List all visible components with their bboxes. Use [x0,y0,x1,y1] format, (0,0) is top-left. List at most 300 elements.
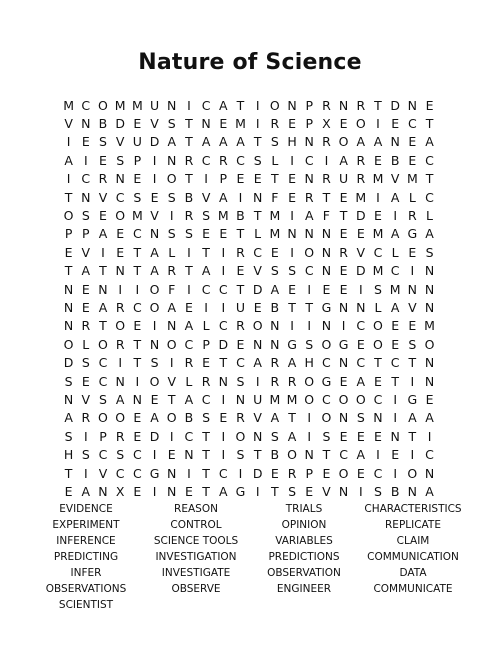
grid-letter: N [167,318,177,334]
grid-letter: N [81,189,91,205]
grid-letter: O [166,336,177,352]
grid-row [60,206,438,224]
grid-letter: R [236,244,245,260]
grid-letter: S [81,208,90,224]
grid-letter: L [82,336,90,352]
grid-letter: D [390,97,400,113]
grid-letter: E [184,299,193,315]
grid-letter: R [236,410,245,426]
grid-letter: E [202,226,211,242]
grid-letter: I [324,152,329,168]
grid-letter: S [99,391,107,407]
grid-letter: D [63,355,74,371]
grid-letter: N [252,336,263,352]
grid-letter: S [81,447,90,463]
grid-letter: B [184,410,194,426]
grid-letter: T [271,483,279,499]
grid-letter: L [254,226,262,242]
grid-letter: M [372,263,384,279]
grid-letter: R [322,171,331,187]
grid-letter: S [116,152,125,168]
grid-letter: C [201,152,211,168]
word-list-item: REASON [174,503,218,515]
grid-letter: O [373,318,383,334]
grid-letter: S [64,428,73,444]
grid-letter: M [269,208,281,224]
grid-letter: A [270,281,280,297]
grid-letter: T [391,373,399,389]
grid-letter: E [133,318,142,334]
grid-letter: N [63,281,74,297]
grid-letter: C [322,355,331,371]
grid-letter: V [150,208,159,224]
grid-letter: C [218,281,228,297]
grid-letter: T [425,171,434,187]
grid-letter: S [81,355,90,371]
grid-letter: T [133,263,142,279]
grid-letter: E [391,336,400,352]
grid-letter: A [219,134,228,150]
word-list-item: COMMUNICATION [367,551,459,563]
grid-letter: L [271,152,279,168]
grid-letter: N [424,263,435,279]
grid-letter: C [236,152,245,168]
grid-letter: V [253,410,262,426]
grid-letter: P [305,465,313,481]
grid-letter: N [304,171,314,187]
grid-letter: I [221,428,226,444]
grid-letter: N [167,152,177,168]
grid-letter: E [339,226,348,242]
grid-letter: I [187,97,191,113]
grid-letter: I [427,428,432,444]
word-list-item: REPLICATE [385,519,441,531]
grid-letter: S [288,483,296,499]
grid-letter: E [133,483,142,499]
grid-letter: N [63,318,74,334]
grid-letter: A [167,299,176,315]
grid-row [60,317,438,335]
grid-row [60,445,438,463]
grid-letter: V [81,244,91,260]
grid-letter: I [169,208,174,224]
grid-letter: C [425,447,434,463]
grid-letter: T [202,447,210,463]
grid-letter: I [118,355,122,371]
grid-letter: S [270,263,279,279]
grid-letter: S [236,447,245,463]
grid-letter: O [149,281,160,297]
grid-letter: N [424,373,435,389]
grid-letter: T [185,171,193,187]
grid-letter: I [66,171,71,187]
grid-letter: O [98,336,108,352]
grid-letter: N [321,318,332,334]
grid-letter: M [424,318,435,334]
grid-letter: N [390,428,400,444]
grid-letter: O [252,318,263,334]
grid-letter: V [253,263,262,279]
grid-letter: S [202,410,211,426]
grid-letter: A [425,410,434,426]
grid-letter: N [321,226,332,242]
word-column [136,501,256,597]
grid-letter: L [408,189,416,205]
grid-letter: T [236,97,245,113]
grid-letter: C [132,465,142,481]
grid-letter: F [271,189,279,205]
grid-letter: C [236,355,245,371]
grid-letter: A [64,410,73,426]
grid-letter: N [407,281,418,297]
grid-letter: E [133,116,142,132]
grid-letter: H [304,355,314,371]
grid-letter: N [321,244,332,260]
grid-letter: G [338,336,349,352]
grid-letter: I [169,428,174,444]
grid-letter: D [115,116,125,132]
grid-row [60,170,438,188]
grid-letter: E [408,318,417,334]
grid-letter: D [355,263,366,279]
grid-letter: E [253,171,262,187]
grid-letter: S [288,263,296,279]
grid-letter: E [150,189,159,205]
grid-letter: V [98,189,108,205]
grid-letter: C [356,355,366,371]
grid-letter: N [252,189,263,205]
grid-letter: T [236,281,245,297]
grid-letter: C [98,373,108,389]
grid-letter: S [253,152,262,168]
grid-letter: E [81,373,90,389]
grid-letter: E [150,391,159,407]
grid-letter: I [204,299,208,315]
grid-letter: F [168,281,176,297]
grid-letter: N [184,447,194,463]
word-list-item: TRIALS [285,503,323,515]
grid-letter: O [166,171,177,187]
grid-letter: A [201,263,211,279]
grid-letter: N [167,483,177,499]
grid-letter: S [150,355,159,371]
grid-letter: T [202,483,210,499]
grid-letter: E [322,465,331,481]
grid-letter: R [201,373,211,389]
grid-letter: S [116,447,125,463]
grid-letter: I [221,263,226,279]
grid-letter: C [322,391,331,407]
grid-letter: I [83,428,88,444]
grid-letter: I [410,373,415,389]
grid-letter: R [356,171,366,187]
grid-letter: O [304,391,315,407]
word-list-item: INVESTIGATE [161,567,231,579]
grid-letter: T [99,318,107,334]
grid-letter: S [322,428,331,444]
grid-letter: I [358,281,363,297]
grid-letter: O [355,116,366,132]
grid-letter: R [270,116,280,132]
grid-letter: E [339,281,348,297]
word-column [26,501,146,613]
grid-letter: N [252,428,263,444]
grid-letter: E [236,263,245,279]
grid-letter: N [424,299,435,315]
grid-letter: N [338,410,349,426]
grid-letter: I [221,299,226,315]
grid-letter: A [356,373,366,389]
grid-letter: A [81,263,91,279]
grid-letter: C [373,391,383,407]
grid-letter: N [201,116,211,132]
grid-row [60,96,438,114]
grid-letter: M [406,171,418,187]
grid-letter: D [252,465,263,481]
grid-letter: N [270,336,280,352]
grid-letter: N [338,355,349,371]
grid-letter: T [99,263,107,279]
grid-letter: I [238,465,243,481]
grid-letter: M [355,189,367,205]
grid-letter: C [218,318,228,334]
grid-letter: E [202,355,211,371]
grid-letter: T [64,465,73,481]
grid-letter: A [236,134,245,150]
grid-letter: C [304,263,314,279]
grid-letter: O [98,97,108,113]
grid-letter: A [219,189,228,205]
word-list-item: INFER [70,567,102,579]
grid-letter: A [408,410,417,426]
grid-letter: O [115,208,126,224]
grid-letter: I [221,391,226,407]
grid-letter: E [288,189,296,205]
grid-letter: V [115,134,125,150]
grid-letter: A [150,263,159,279]
grid-letter: O [338,465,349,481]
grid-letter: M [131,97,143,113]
grid-letter: T [374,97,382,113]
grid-letter: E [81,134,90,150]
grid-letter: R [356,152,366,168]
grid-letter: S [236,373,245,389]
grid-letter: R [287,373,297,389]
grid-letter: N [167,97,177,113]
grid-letter: R [218,152,228,168]
grid-letter: E [288,116,296,132]
grid-letter: R [184,152,194,168]
grid-letter: B [270,447,280,463]
grid-letter: E [270,244,279,260]
grid-letter: T [253,208,262,224]
grid-letter: S [305,336,314,352]
grid-letter: O [304,244,315,260]
grid-letter: C [253,244,263,260]
grid-letter: L [185,373,193,389]
grid-letter: S [270,428,279,444]
grid-letter: E [391,318,400,334]
grid-letter: I [393,465,397,481]
grid-letter: U [235,299,246,315]
grid-letter: A [253,355,262,371]
word-list-item: DATA [399,567,427,579]
grid-letter: T [219,355,228,371]
grid-letter: R [287,465,297,481]
grid-letter: M [131,208,143,224]
grid-letter: A [270,410,280,426]
grid-letter: V [64,116,73,132]
grid-letter: I [376,447,380,463]
grid-letter: U [132,134,142,150]
grid-letter: A [115,391,125,407]
grid-row [60,409,438,427]
word-column [244,501,364,597]
grid-letter: T [288,410,296,426]
grid-letter: M [372,171,384,187]
grid-letter: R [356,97,366,113]
grid-letter: S [356,410,365,426]
grid-letter: R [81,318,91,334]
word-list-item: INFERENCE [56,535,116,547]
grid-letter: O [149,299,160,315]
grid-letter: T [185,263,193,279]
grid-letter: E [236,336,245,352]
grid-letter: P [305,97,313,113]
grid-letter: A [425,483,434,499]
grid-letter: C [425,189,434,205]
grid-letter: C [132,226,142,242]
grid-letter: O [235,428,246,444]
grid-letter: N [287,226,297,242]
grid-letter: C [115,465,125,481]
grid-row [60,262,438,280]
grid-letter: A [390,226,400,242]
grid-letter: T [64,189,73,205]
grid-letter: R [167,263,177,279]
grid-letter: N [338,299,349,315]
word-list-item: VARIABLES [275,535,333,547]
grid-row [60,225,438,243]
grid-letter: N [235,391,246,407]
grid-letter: S [374,281,382,297]
grid-letter: I [83,465,88,481]
grid-letter: I [152,447,157,463]
grid-letter: D [252,281,263,297]
grid-letter: I [307,281,312,297]
grid-letter: R [184,355,194,371]
word-column [353,501,473,597]
word-list-item: EVIDENCE [59,503,113,515]
grid-letter: E [374,152,382,168]
grid-letter: O [407,465,418,481]
grid-letter: N [321,263,332,279]
word-list-item: INVESTIGATION [155,551,237,563]
grid-letter: O [115,318,126,334]
grid-letter: N [338,97,349,113]
grid-letter: C [201,281,211,297]
grid-row [60,133,438,151]
grid-letter: E [425,391,434,407]
grid-letter: N [407,483,418,499]
grid-letter: I [135,373,140,389]
word-list-item: CONTROL [170,519,222,531]
puzzle-title: Nature of Science [138,50,362,75]
grid-letter: N [407,97,418,113]
grid-letter: G [287,336,297,352]
grid-letter: O [424,336,435,352]
grid-row [60,390,438,408]
grid-letter: T [133,336,142,352]
word-list-item: PREDICTIONS [268,551,340,563]
grid-letter: O [269,97,280,113]
grid-letter: T [202,465,210,481]
grid-letter: C [81,97,91,113]
grid-row [60,372,438,390]
grid-letter: T [236,226,245,242]
grid-letter: E [219,410,228,426]
grid-row [60,114,438,132]
grid-letter: M [235,116,246,132]
grid-letter: E [391,116,400,132]
grid-letter: I [341,318,346,334]
grid-letter: T [408,428,417,444]
grid-letter: I [376,189,380,205]
grid-row [60,188,438,206]
grid-letter: N [63,299,74,315]
grid-letter: N [356,299,366,315]
grid-letter: E [339,116,348,132]
grid-letter: I [83,152,88,168]
grid-letter: A [81,483,91,499]
grid-letter: T [288,299,296,315]
grid-letter: I [376,116,380,132]
grid-letter: N [98,483,108,499]
grid-letter: L [374,299,382,315]
grid-letter: S [167,189,176,205]
grid-letter: P [133,152,142,168]
grid-letter: O [149,373,160,389]
grid-letter: U [149,97,160,113]
word-list-item: PREDICTING [53,551,119,563]
grid-letter: N [304,226,314,242]
grid-letter: D [149,134,160,150]
grid-letter: A [287,355,297,371]
grid-letter: N [167,465,177,481]
grid-letter: C [132,299,142,315]
grid-letter: I [307,318,312,334]
grid-letter: E [81,299,90,315]
grid-letter: C [132,447,142,463]
grid-letter: V [201,189,211,205]
grid-letter: O [63,336,74,352]
grid-letter: O [321,410,332,426]
grid-letter: E [184,483,193,499]
grid-letter: S [64,373,73,389]
grid-letter: E [322,281,331,297]
grid-letter: E [339,189,348,205]
grid-letter: S [99,134,107,150]
grid-letter: C [373,465,383,481]
grid-letter: E [99,152,107,168]
grid-letter: A [64,152,73,168]
grid-letter: L [202,318,210,334]
grid-letter: T [425,116,434,132]
grid-letter: F [322,208,330,224]
grid-letter: I [358,483,363,499]
grid-letter: I [290,208,294,224]
word-list-item: COMMUNICATE [373,583,453,595]
